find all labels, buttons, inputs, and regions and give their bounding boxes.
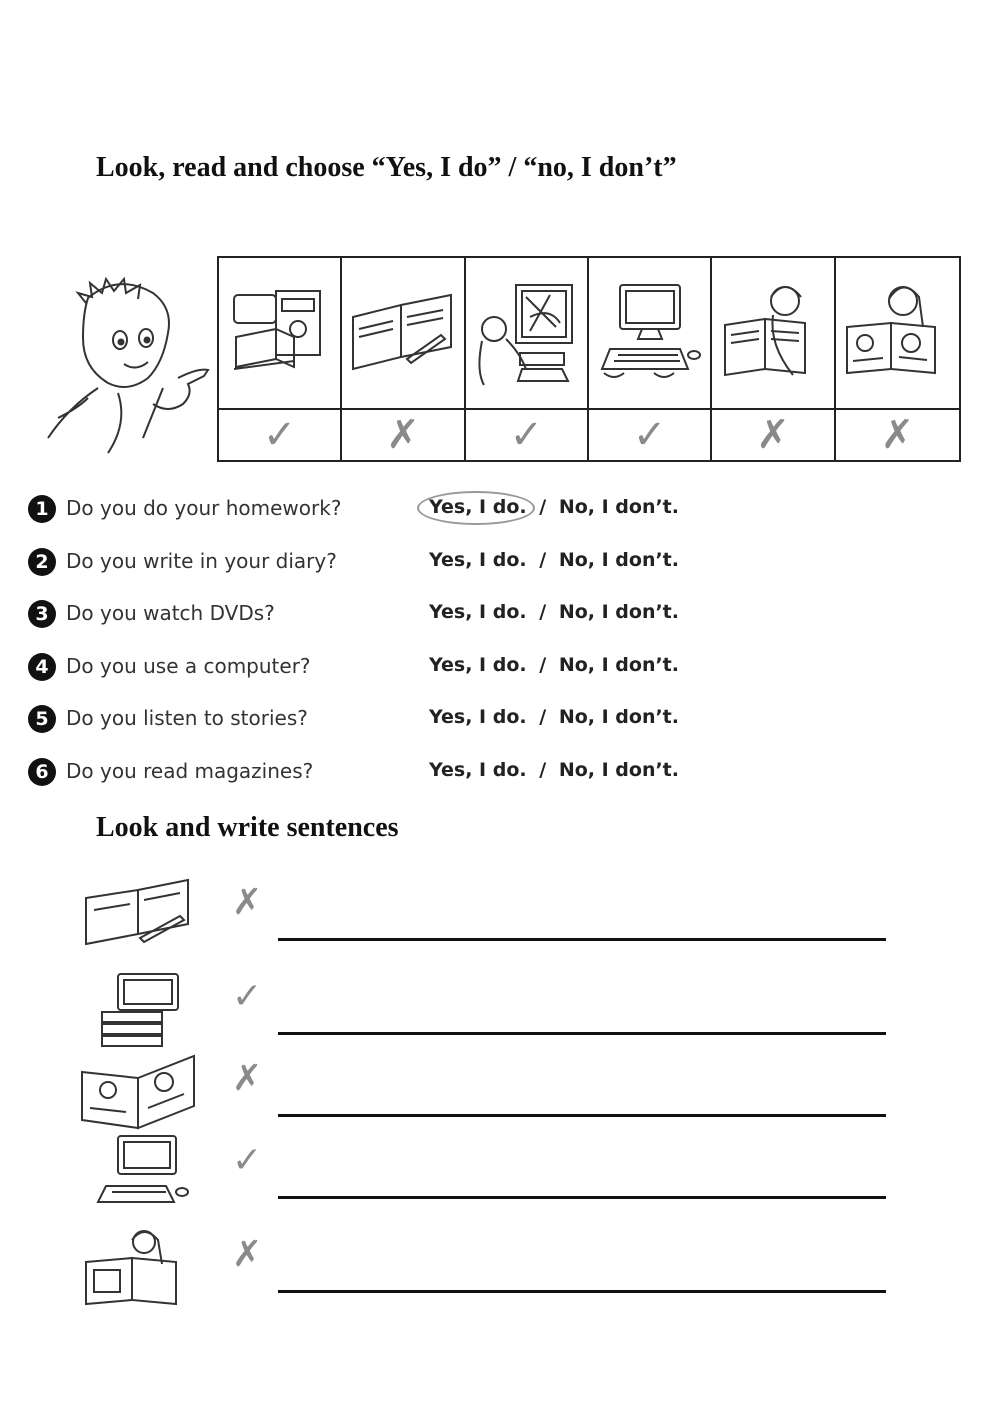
answer-choices (429, 549, 679, 571)
answer-yes-option[interactable]: Yes, I do. (429, 758, 527, 781)
computer-icon (78, 1134, 206, 1214)
section-title-choose: Look, read and choose “Yes, I do” / “no, I don’t” (96, 152, 677, 183)
computer-icon (594, 277, 706, 389)
boy-pointing-icon (28, 268, 218, 458)
cross-mark: ✗ (232, 882, 263, 923)
answer-no-option[interactable]: No, I don’t. (558, 653, 679, 676)
answer-separator: / (539, 601, 547, 623)
question-text: Do you use a computer? (66, 653, 311, 678)
tick-mark: ✓ (632, 412, 667, 458)
listening-stories-icon (717, 277, 829, 389)
answer-choices (429, 601, 679, 623)
answer-line[interactable] (278, 1196, 886, 1199)
mark-cell (712, 410, 835, 460)
question-number: 5 (28, 705, 56, 733)
picture-table (217, 256, 961, 462)
answer-line[interactable] (278, 1032, 886, 1035)
reading-magazine-icon (841, 277, 953, 389)
writing-row (78, 1228, 898, 1310)
cross-mark: ✗ (232, 1234, 263, 1275)
writing-row (78, 1052, 898, 1134)
mark-cell (589, 410, 712, 460)
diary-notebook-icon (347, 277, 459, 389)
answer-no-option[interactable]: No, I don’t. (558, 496, 679, 518)
question-number: 1 (28, 495, 56, 523)
question-text: Do you watch DVDs? (66, 601, 275, 625)
picture-cell (219, 258, 342, 410)
question-text: Do you read magazines? (66, 758, 314, 783)
writing-row (78, 876, 898, 958)
picture-cell (342, 258, 465, 410)
homework-books-icon (224, 277, 336, 389)
question-text: Do you do your homework? (66, 496, 342, 520)
magazine-icon (78, 1052, 206, 1132)
answer-yes-option[interactable]: Yes, I do. (429, 706, 527, 728)
answer-choices (429, 759, 679, 781)
answer-no-option[interactable]: No, I don’t. (558, 601, 679, 623)
answer-separator: / (539, 548, 547, 571)
answer-choices (429, 706, 679, 728)
question-row (28, 702, 728, 755)
picture-cell (836, 258, 959, 410)
cross-mark: ✗ (386, 412, 420, 458)
diary-notebook-icon (78, 876, 206, 956)
picture-cell (589, 258, 712, 410)
answer-line[interactable] (278, 1290, 886, 1293)
cross-mark: ✗ (756, 412, 790, 458)
watching-dvd-icon (470, 277, 582, 389)
writing-row (78, 970, 898, 1052)
answer-yes-option[interactable]: Yes, I do. (429, 601, 527, 623)
picture-cell (712, 258, 835, 410)
mark-cell (219, 410, 342, 460)
mark-cell (466, 410, 589, 460)
mark-cell (342, 410, 465, 460)
picture-cell (466, 258, 589, 410)
question-row (28, 545, 728, 598)
question-row (28, 755, 728, 808)
question-row (28, 597, 728, 650)
mark-cell (836, 410, 959, 460)
answer-separator: / (539, 758, 547, 781)
answer-no-option[interactable]: No, I don’t. (558, 706, 679, 728)
answer-no-option[interactable]: No, I don’t. (558, 548, 679, 571)
answer-separator: / (539, 496, 547, 518)
question-number: 3 (28, 600, 56, 628)
question-row (28, 650, 728, 703)
question-text: Do you listen to stories? (66, 706, 308, 730)
dvd-player-icon (78, 970, 206, 1050)
writing-row (78, 1134, 898, 1216)
answer-yes-option[interactable]: Yes, I do. (429, 496, 527, 518)
question-text: Do you write in your diary? (66, 548, 337, 573)
tick-mark: ✓ (232, 976, 263, 1017)
tick-mark: ✓ (509, 412, 544, 458)
question-number: 6 (28, 758, 56, 786)
tick-mark: ✓ (262, 412, 297, 458)
question-number: 2 (28, 548, 56, 576)
cross-mark: ✗ (232, 1058, 263, 1099)
reading-girl-icon (78, 1228, 206, 1308)
answer-yes-option[interactable]: Yes, I do. (429, 653, 527, 676)
answer-line[interactable] (278, 1114, 886, 1117)
question-row (28, 492, 728, 545)
question-list (28, 492, 728, 807)
answer-yes-option[interactable]: Yes, I do. (429, 548, 527, 571)
cross-mark: ✗ (880, 412, 915, 458)
answer-separator: / (539, 706, 547, 728)
answer-choices (429, 496, 679, 518)
section-title-write: Look and write sentences (96, 812, 399, 843)
answer-line[interactable] (278, 938, 886, 941)
answer-separator: / (539, 653, 547, 676)
answer-no-option[interactable]: No, I don’t. (558, 758, 679, 781)
question-number: 4 (28, 653, 56, 681)
tick-mark: ✓ (232, 1140, 263, 1181)
answer-choices (429, 654, 679, 676)
